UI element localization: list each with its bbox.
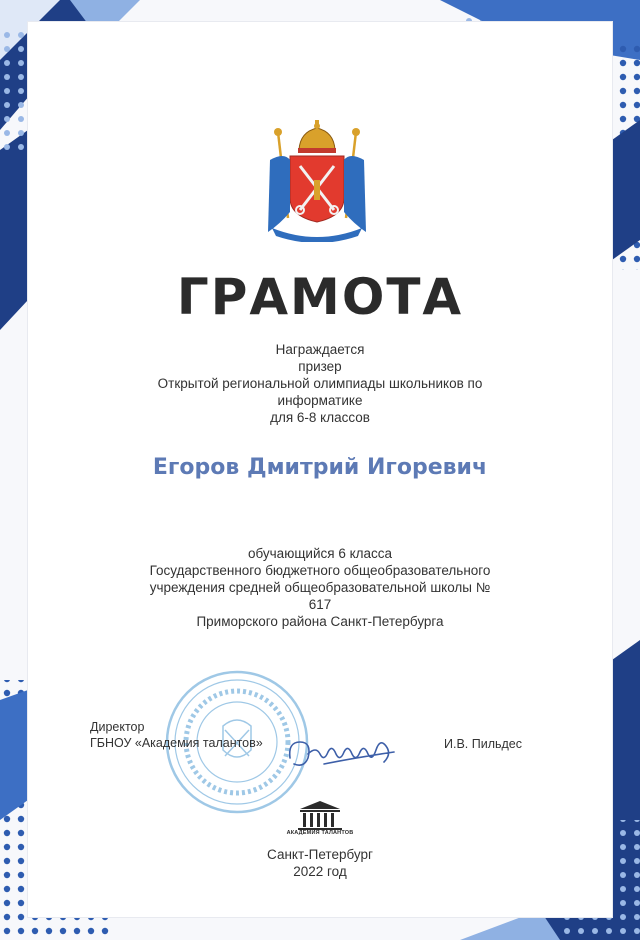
signatory-name: И.В. Пильдес xyxy=(444,737,523,751)
recipient-class: обучающийся 6 класса xyxy=(247,546,393,561)
footer-year: 2022 год xyxy=(293,864,347,879)
footer-city: Санкт-Петербург xyxy=(267,847,373,862)
olympiad-line-1: Открытой региональной олимпиады школьников по xyxy=(157,376,483,391)
academy-logo-text: АКАДЕМИЯ ТАЛАНТОВ xyxy=(286,830,354,836)
handwritten-signature xyxy=(284,728,408,774)
coat-of-arms-emblem xyxy=(262,120,372,242)
signatory-block xyxy=(90,719,263,751)
grades-text: для 6-8 классов xyxy=(270,410,370,425)
recipient-name: Егоров Дмитрий Игоревич xyxy=(152,455,488,480)
signatory-position: Директор xyxy=(90,720,145,734)
signatory-organization: ГБНОУ «Академия талантов» xyxy=(90,736,263,750)
school-line-2: учреждения средней общеобразовательной школы № xyxy=(149,580,491,595)
status-text: призер xyxy=(298,359,342,374)
school-line-3: 617 xyxy=(308,597,332,612)
school-line-1: Государственного бюджетного общеобразовательного xyxy=(149,563,491,578)
district-text: Приморского района Санкт-Петербурга xyxy=(196,614,444,629)
olympiad-line-2: информатике xyxy=(277,393,363,408)
awarded-text: Награждается xyxy=(275,342,365,357)
certificate-title: ГРАМОТА xyxy=(176,268,464,326)
